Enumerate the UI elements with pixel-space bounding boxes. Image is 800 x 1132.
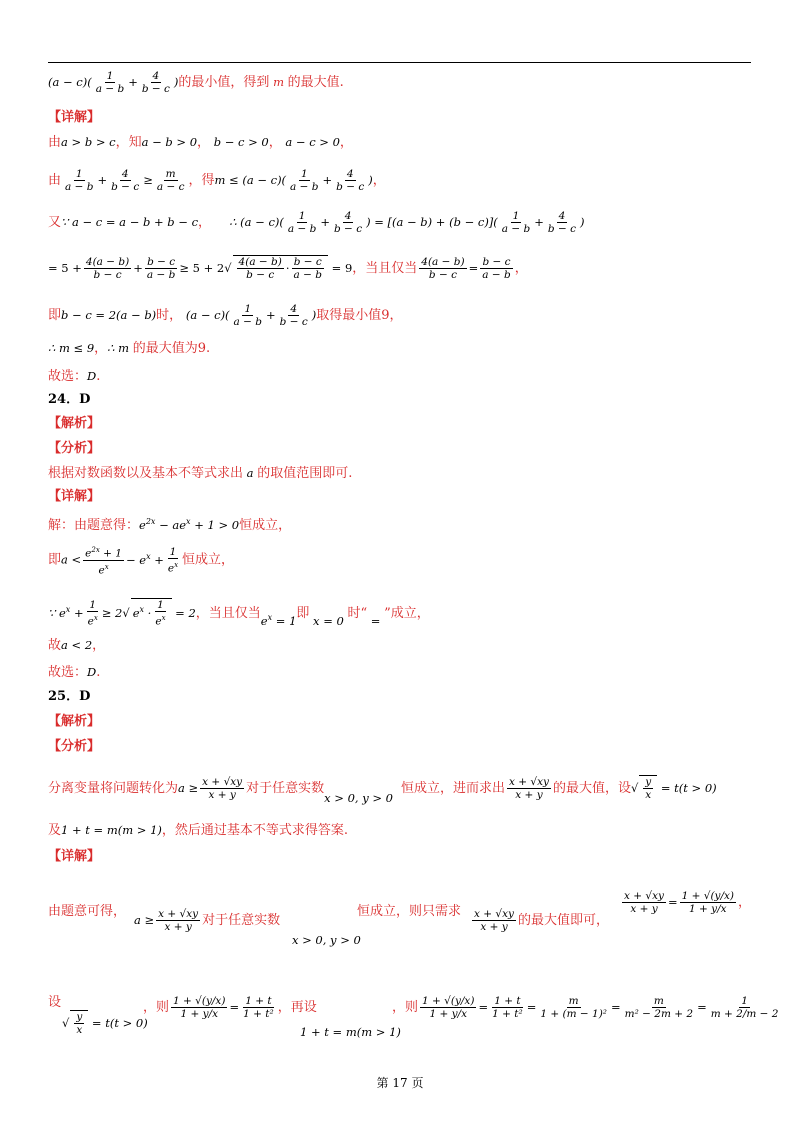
q24-fenxi: 【分析】 (48, 441, 101, 456)
q25-line-3c: x > 0, y > 0 (292, 933, 361, 947)
line-1: (a − c)( $\frac{1}{a - b}$ + $\frac{4}{b - c}$ )的最小值，得到 m 的最大值. (48, 70, 344, 95)
q25-line-4c: ，则 $\frac{1 + √(y/x)}{1 + y/x}$ = $\frac{1 + t}{\text{1 + t²}}$ ，再设 (143, 995, 317, 1020)
q25-line-4b: √ $\frac{y}{x}$ = t(t > 0) (62, 1011, 148, 1036)
q25-number: 25．D (48, 689, 91, 704)
answer-24: 故选：D. (48, 665, 101, 680)
line-4: 由 $\frac{1}{a - b}$ + $\frac{4}{b - c}$ ≥ $\frac{m}{a - c}$ ，得m ≤ (a − c)( $\frac{1}{a - b}$ + $\frac{4}{b - c}$ )， (48, 168, 386, 193)
detail-label-23: 【详解】 (48, 110, 101, 125)
q25-fenxi: 【分析】 (48, 739, 101, 754)
q25-line-1: 分离变量将问题转化为a ≥ $\frac{x + √xy}{x + y}$ 对于任意实数x > 0, y > 0恒成立，进而求出 $\frac{x + √xy}{x + y}$ 的最大值，设√ $\frac{y}{x}$ = t(t > 0) (48, 776, 717, 805)
line-5: 又∵ a − c = a − b + b − c， ∴ (a − c)( $\frac{1}{a - b}$ + $\frac{4}{b - c}$ ) = [(a − b) + (b − c)]( $\frac{1}{a - b}$ + $\frac{4}{b - c}$ ) (48, 210, 585, 235)
q24-analysis: 根据对数函数以及基本不等式求出 a 的取值范围即可. (48, 466, 353, 481)
q25-jiexi: 【解析】 (48, 714, 101, 729)
q25-line-3a: 由题意可得， (48, 904, 127, 919)
line-3: 由a > b > c，知a − b > 0， b − c > 0， a − c > 0， (48, 135, 353, 150)
q24-jiexi: 【解析】 (48, 416, 101, 431)
q25-line-4a: 设 (48, 995, 62, 1010)
q25-line-4e: ，则 $\frac{1 + √(y/x)}{1 + y/x}$ = $\frac{1 + t}{\text{1 + t²}}$ = $\frac{m}{\text{1 + (m − 1)²}}$ = $\frac{m}{\text{m² − 2m + 2}}$ = $\frac{1}{m + 2/m - 2}$ (392, 995, 779, 1020)
q24-line-4: 故a < 2， (48, 638, 106, 653)
line-8: ∴ m ≤ 9，∴ m 的最大值为9. (48, 341, 211, 356)
header-rule (48, 62, 751, 63)
q25-line-4d: 1 + t = m(m > 1) (300, 1025, 401, 1039)
q25-line-3d: 恒成立，则只需求 (357, 904, 462, 919)
q24-line-1: 解：由题意得：$e^{2x} - ae^x + 1 > 0$恒成立， (48, 517, 292, 533)
answer-23: 故选：D. (48, 369, 101, 384)
line-7: 即b − c = 2(a − b)时， (a − c)( $\frac{1}{a - b}$ + $\frac{4}{b - c}$ )取得最小值9， (48, 303, 403, 328)
page-footer: 第 17 页 (376, 1076, 424, 1090)
q24-line-3: ∵ $e^x$ + $\frac{1}{e^x}$ ≥ 2√ $e^x$ · $\frac{1}{e^x}$ = 2，当且仅当$e^x = 1$即 x = 0 时“ = ”成立， (48, 599, 430, 628)
q25-line-2: 及1 + t = m(m > 1)，然后通过基本不等式求得答案. (48, 823, 349, 838)
q25-line-3e: $\frac{x + √xy}{x + y}$ 的最大值即可， (474, 908, 609, 933)
line-6: = 5 + $\frac{4(a - b)}{b - c}$ + $\frac{b - c}{a - b}$ ≥ 5 + 2√ $\frac{4(a - b)}{b - c}$ · $\frac{b - c}{a - b}$ = 9，当且仅当 $\frac{4(a - b)}{b - c}$ = $\frac{b - c}{a - b}$ ， (48, 256, 528, 281)
q24-line-2: 即a < $\frac{e^{2x} + 1}{e^x}$ − $e^x$ + $\frac{1}{e^x}$ 恒成立， (48, 545, 235, 576)
q25-line-3f: $\frac{x + √xy}{x + y}$ = $\frac{1 + √(y/x)}{1 + y/x}$ ， (624, 890, 752, 915)
q25-line-3b: a ≥ $\frac{x + √xy}{x + y}$ 对于任意实数 (134, 908, 281, 933)
q24-detail: 【详解】 (48, 489, 101, 504)
q24-number: 24．D (48, 392, 91, 407)
q25-detail: 【详解】 (48, 849, 101, 864)
